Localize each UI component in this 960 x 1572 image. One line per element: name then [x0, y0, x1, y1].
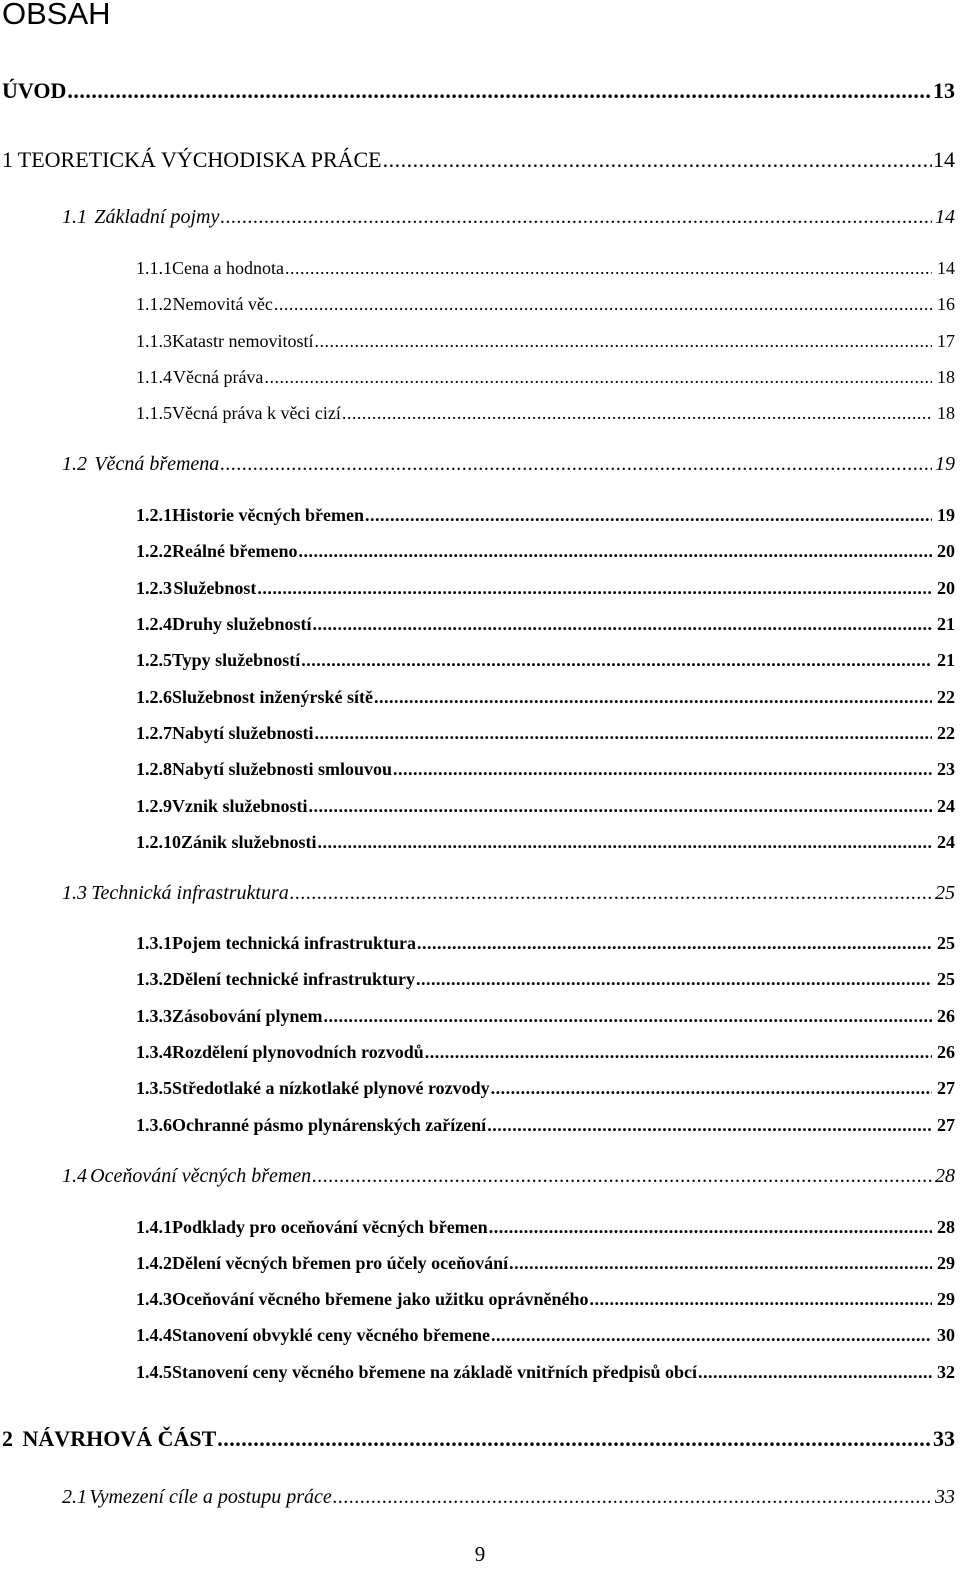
toc-entry-page: 27 — [937, 1078, 955, 1098]
page-title: OBSAH — [2, 0, 111, 31]
toc-entry-number: 1.2.8 — [136, 759, 172, 779]
toc-entry-title: Vymezení cíle a postupu práce — [89, 1486, 332, 1508]
toc-entry-number: 1.2.7 — [136, 723, 172, 743]
toc-entry-page: 14 — [935, 206, 955, 228]
toc-entry[interactable] — [136, 1115, 955, 1136]
toc-entry[interactable] — [62, 453, 955, 476]
toc-entry-page: 19 — [937, 505, 955, 525]
toc-entry-page: 14 — [933, 147, 955, 172]
toc-entry-page: 26 — [937, 1042, 955, 1062]
toc-entry-number: 1.4.3 — [136, 1289, 172, 1309]
toc-entry-title: Středotlaké a nízkotlaké plynové rozvody — [172, 1078, 490, 1098]
toc-entry-title: Katastr nemovitostí — [172, 331, 314, 351]
toc-entry[interactable] — [136, 578, 955, 599]
toc-entry-page: 22 — [937, 687, 955, 707]
toc-entry-title: Ochranné pásmo plynárenských zařízení — [172, 1115, 487, 1135]
toc-entry-title: Zánik služebnosti — [181, 832, 317, 852]
toc-entry-number: 1.4.5 — [136, 1362, 172, 1382]
toc-entry-number: 1.2.9 — [136, 796, 172, 816]
toc-entry-page: 24 — [937, 832, 955, 852]
toc-entry[interactable] — [62, 882, 955, 905]
toc-entry-number: 1.1.2 — [136, 294, 172, 314]
dot-leader — [416, 969, 932, 990]
toc-entry-page: 21 — [937, 614, 955, 634]
toc-entry-page: 20 — [937, 578, 955, 598]
toc-entry[interactable] — [136, 1325, 955, 1346]
toc-entry-title: Služebnost — [173, 578, 257, 598]
toc-entry-page: 29 — [937, 1253, 955, 1273]
dot-leader — [365, 505, 932, 526]
dot-leader — [285, 258, 932, 279]
toc-entry[interactable] — [136, 541, 955, 562]
toc-entry-page: 18 — [937, 403, 955, 423]
toc-entry-title: Dělení věcných břemen pro účely oceňování — [172, 1253, 509, 1273]
toc-entry-title: Nabytí služebnosti smlouvou — [172, 759, 393, 779]
toc-entry-number: 1.3.2 — [136, 969, 172, 989]
toc-entry[interactable] — [62, 206, 955, 229]
dot-leader — [314, 331, 932, 352]
toc-entry-number: 1.3.6 — [136, 1115, 172, 1135]
dot-leader — [383, 147, 932, 173]
toc-entry[interactable] — [136, 1289, 955, 1310]
toc-entry-number: 1.2.3 — [136, 578, 172, 598]
toc-entry-title: Druhy služebností — [172, 614, 312, 634]
toc-entry[interactable] — [136, 650, 955, 671]
toc-entry[interactable] — [136, 1362, 955, 1383]
toc-entry-page: 22 — [937, 723, 955, 743]
toc-entry-page: 33 — [935, 1486, 955, 1508]
toc-entry-number: 1.2.4 — [136, 614, 172, 634]
dot-leader — [509, 1253, 932, 1274]
toc-entry-page: 30 — [937, 1325, 955, 1345]
dot-leader — [487, 1115, 932, 1136]
toc-entry[interactable] — [136, 1042, 955, 1063]
toc-entry-number: 1.2.6 — [136, 687, 172, 707]
toc-entry-title: Podklady pro oceňování věcných břemen — [172, 1217, 488, 1237]
toc-entry-title: Rozdělení plynovodních rozvodů — [172, 1042, 424, 1062]
toc-entry-number: 1.2.2 — [136, 541, 172, 561]
toc-entry[interactable] — [136, 258, 955, 279]
toc-entry-title: Pojem technická infrastruktura — [172, 933, 416, 953]
toc-entry-title: Oceňování věcného břemene jako užitku oprávněného — [172, 1289, 589, 1309]
toc-entry-title: Technická infrastruktura — [91, 882, 289, 904]
toc-entry-number: 1.3.5 — [136, 1078, 172, 1098]
toc-entry-number: 1.1.1 — [136, 258, 172, 278]
toc-entry-number: 2 — [2, 1426, 13, 1451]
toc-entry-number: 2.1 — [62, 1486, 87, 1508]
toc-entry[interactable] — [136, 933, 955, 954]
toc-entry-title: Základní pojmy — [94, 206, 220, 228]
toc-entry-number: 1.1.5 — [136, 403, 172, 423]
dot-leader — [374, 687, 932, 708]
toc-entry[interactable] — [136, 331, 955, 352]
dot-leader — [290, 882, 932, 905]
toc-entry-page: 26 — [937, 1006, 955, 1026]
toc-entry-title: Věcná břemena — [94, 453, 220, 475]
dot-leader — [257, 578, 932, 599]
toc-entry-page: 28 — [937, 1217, 955, 1237]
toc-entry-number: 1.4.1 — [136, 1217, 172, 1237]
toc-entry[interactable] — [136, 367, 955, 388]
toc-entry-title: Cena a hodnota — [172, 258, 284, 278]
toc-entry[interactable] — [62, 1486, 955, 1509]
toc-entry-page: 27 — [937, 1115, 955, 1135]
dot-leader — [301, 650, 932, 671]
dot-leader — [324, 1006, 932, 1027]
toc-entry[interactable] — [136, 759, 955, 780]
toc-entry-page: 20 — [937, 541, 955, 561]
toc-entry-number: 1.2.10 — [136, 832, 181, 852]
dot-leader — [698, 1362, 932, 1383]
toc-entry[interactable] — [136, 294, 955, 315]
toc-entry[interactable] — [136, 505, 955, 526]
toc-entry-number: 1.1 — [62, 206, 87, 228]
toc-entry[interactable] — [136, 1217, 955, 1238]
toc-entry[interactable] — [136, 1006, 955, 1027]
toc-entry-page: 21 — [937, 650, 955, 670]
toc-entry[interactable] — [136, 403, 955, 424]
toc-entry[interactable] — [2, 78, 955, 104]
page-number: 9 — [474, 1542, 486, 1566]
dot-leader — [312, 1165, 932, 1188]
dot-leader — [315, 723, 932, 744]
toc-entry-number: 1.3.1 — [136, 933, 172, 953]
toc-entry-title: TEORETICKÁ VÝCHODISKA PRÁCE — [17, 147, 382, 172]
dot-leader — [274, 294, 932, 315]
toc-entry-title: Stanovení obvyklé ceny věcného břemene — [172, 1325, 490, 1345]
toc-entry-page: 17 — [937, 331, 955, 351]
toc-entry-title: Služebnost inženýrské sítě — [172, 687, 374, 707]
toc-entry-title: Historie věcných břemen — [172, 505, 364, 525]
toc-entry-number: 1.3.4 — [136, 1042, 172, 1062]
toc-entry-number: 1.4.4 — [136, 1325, 172, 1345]
toc-entry-page: 25 — [937, 969, 955, 989]
toc-entry-title: Vznik služebnosti — [172, 796, 308, 816]
dot-leader — [264, 367, 932, 388]
toc-entry-number: 1 — [2, 147, 13, 172]
toc-entry[interactable] — [2, 147, 955, 173]
toc-entry-number: 1.2.5 — [136, 650, 172, 670]
toc-entry-title: Zásobování plynem — [172, 1006, 323, 1026]
toc-entry-page: 29 — [937, 1289, 955, 1309]
toc-entry-page: 19 — [935, 453, 955, 475]
toc-entry-title: NÁVRHOVÁ ČÁST — [22, 1426, 217, 1451]
toc-entry[interactable] — [62, 1165, 955, 1188]
dot-leader — [67, 78, 932, 104]
toc-entry-page: 13 — [933, 78, 955, 103]
toc-entry-number: 1.2.1 — [136, 505, 172, 525]
toc-entry-page: 28 — [935, 1165, 955, 1187]
toc-entry[interactable] — [136, 1253, 955, 1274]
dot-leader — [590, 1289, 933, 1310]
dot-leader — [491, 1325, 932, 1346]
toc-entry[interactable] — [136, 832, 955, 853]
dot-leader — [220, 206, 932, 229]
toc-entry-title: Reálné břemeno — [172, 541, 298, 561]
dot-leader — [425, 1042, 932, 1063]
toc-entry-page: 14 — [937, 258, 955, 278]
toc-entry-number: 1.1.4 — [136, 367, 172, 387]
dot-leader — [298, 541, 932, 562]
dot-leader — [309, 796, 932, 817]
dot-leader — [393, 759, 932, 780]
dot-leader — [333, 1486, 932, 1509]
toc-entry[interactable] — [136, 969, 955, 990]
toc-entry-number: 1.2 — [62, 453, 87, 475]
toc-entry-page: 25 — [937, 933, 955, 953]
toc-entry-title: Nabytí služebnosti — [172, 723, 314, 743]
toc-entry-number: 1.3.3 — [136, 1006, 172, 1026]
toc-entry-number: 1.4.2 — [136, 1253, 172, 1273]
toc-entry-page: 18 — [937, 367, 955, 387]
toc-entry-title: Typy služebností — [172, 650, 301, 670]
dot-leader — [342, 403, 932, 424]
toc-entry[interactable] — [136, 614, 955, 635]
dot-leader — [217, 1426, 932, 1452]
dot-leader — [220, 453, 932, 476]
dot-leader — [318, 832, 932, 853]
toc-entry-title: Věcná práva k věci cizí — [172, 403, 341, 423]
toc-entry-title: Věcná práva — [172, 367, 264, 387]
dot-leader — [489, 1217, 932, 1238]
dot-leader — [417, 933, 932, 954]
toc-entry-number: 1.4 — [62, 1165, 87, 1187]
toc-entry-number: 1.1.3 — [136, 331, 172, 351]
toc-entry-title: Dělení technické infrastruktury — [172, 969, 415, 989]
toc-entry[interactable] — [2, 1426, 955, 1452]
toc-entry-page: 32 — [937, 1362, 955, 1382]
toc-entry[interactable] — [136, 723, 955, 744]
toc-entry-page: 23 — [937, 759, 955, 779]
toc-entry[interactable] — [136, 687, 955, 708]
toc-entry-title: Stanovení ceny věcného břemene na základě vnitřních předpisů obcí — [172, 1362, 698, 1382]
toc-entry-title: Oceňování věcných břemen — [90, 1165, 312, 1187]
dot-leader — [491, 1078, 932, 1099]
toc-entry[interactable] — [136, 796, 955, 817]
toc-entry-page: 25 — [935, 882, 955, 904]
toc-entry-page: 24 — [937, 796, 955, 816]
dot-leader — [313, 614, 932, 635]
toc-entry-page: 33 — [933, 1426, 955, 1451]
toc-entry-title: Nemovitá věc — [172, 294, 273, 314]
toc-entry-page: 16 — [937, 294, 955, 314]
toc-entry-number: 1.3 — [62, 882, 87, 904]
toc-entry[interactable] — [136, 1078, 955, 1099]
toc-entry-title: ÚVOD — [2, 78, 67, 103]
